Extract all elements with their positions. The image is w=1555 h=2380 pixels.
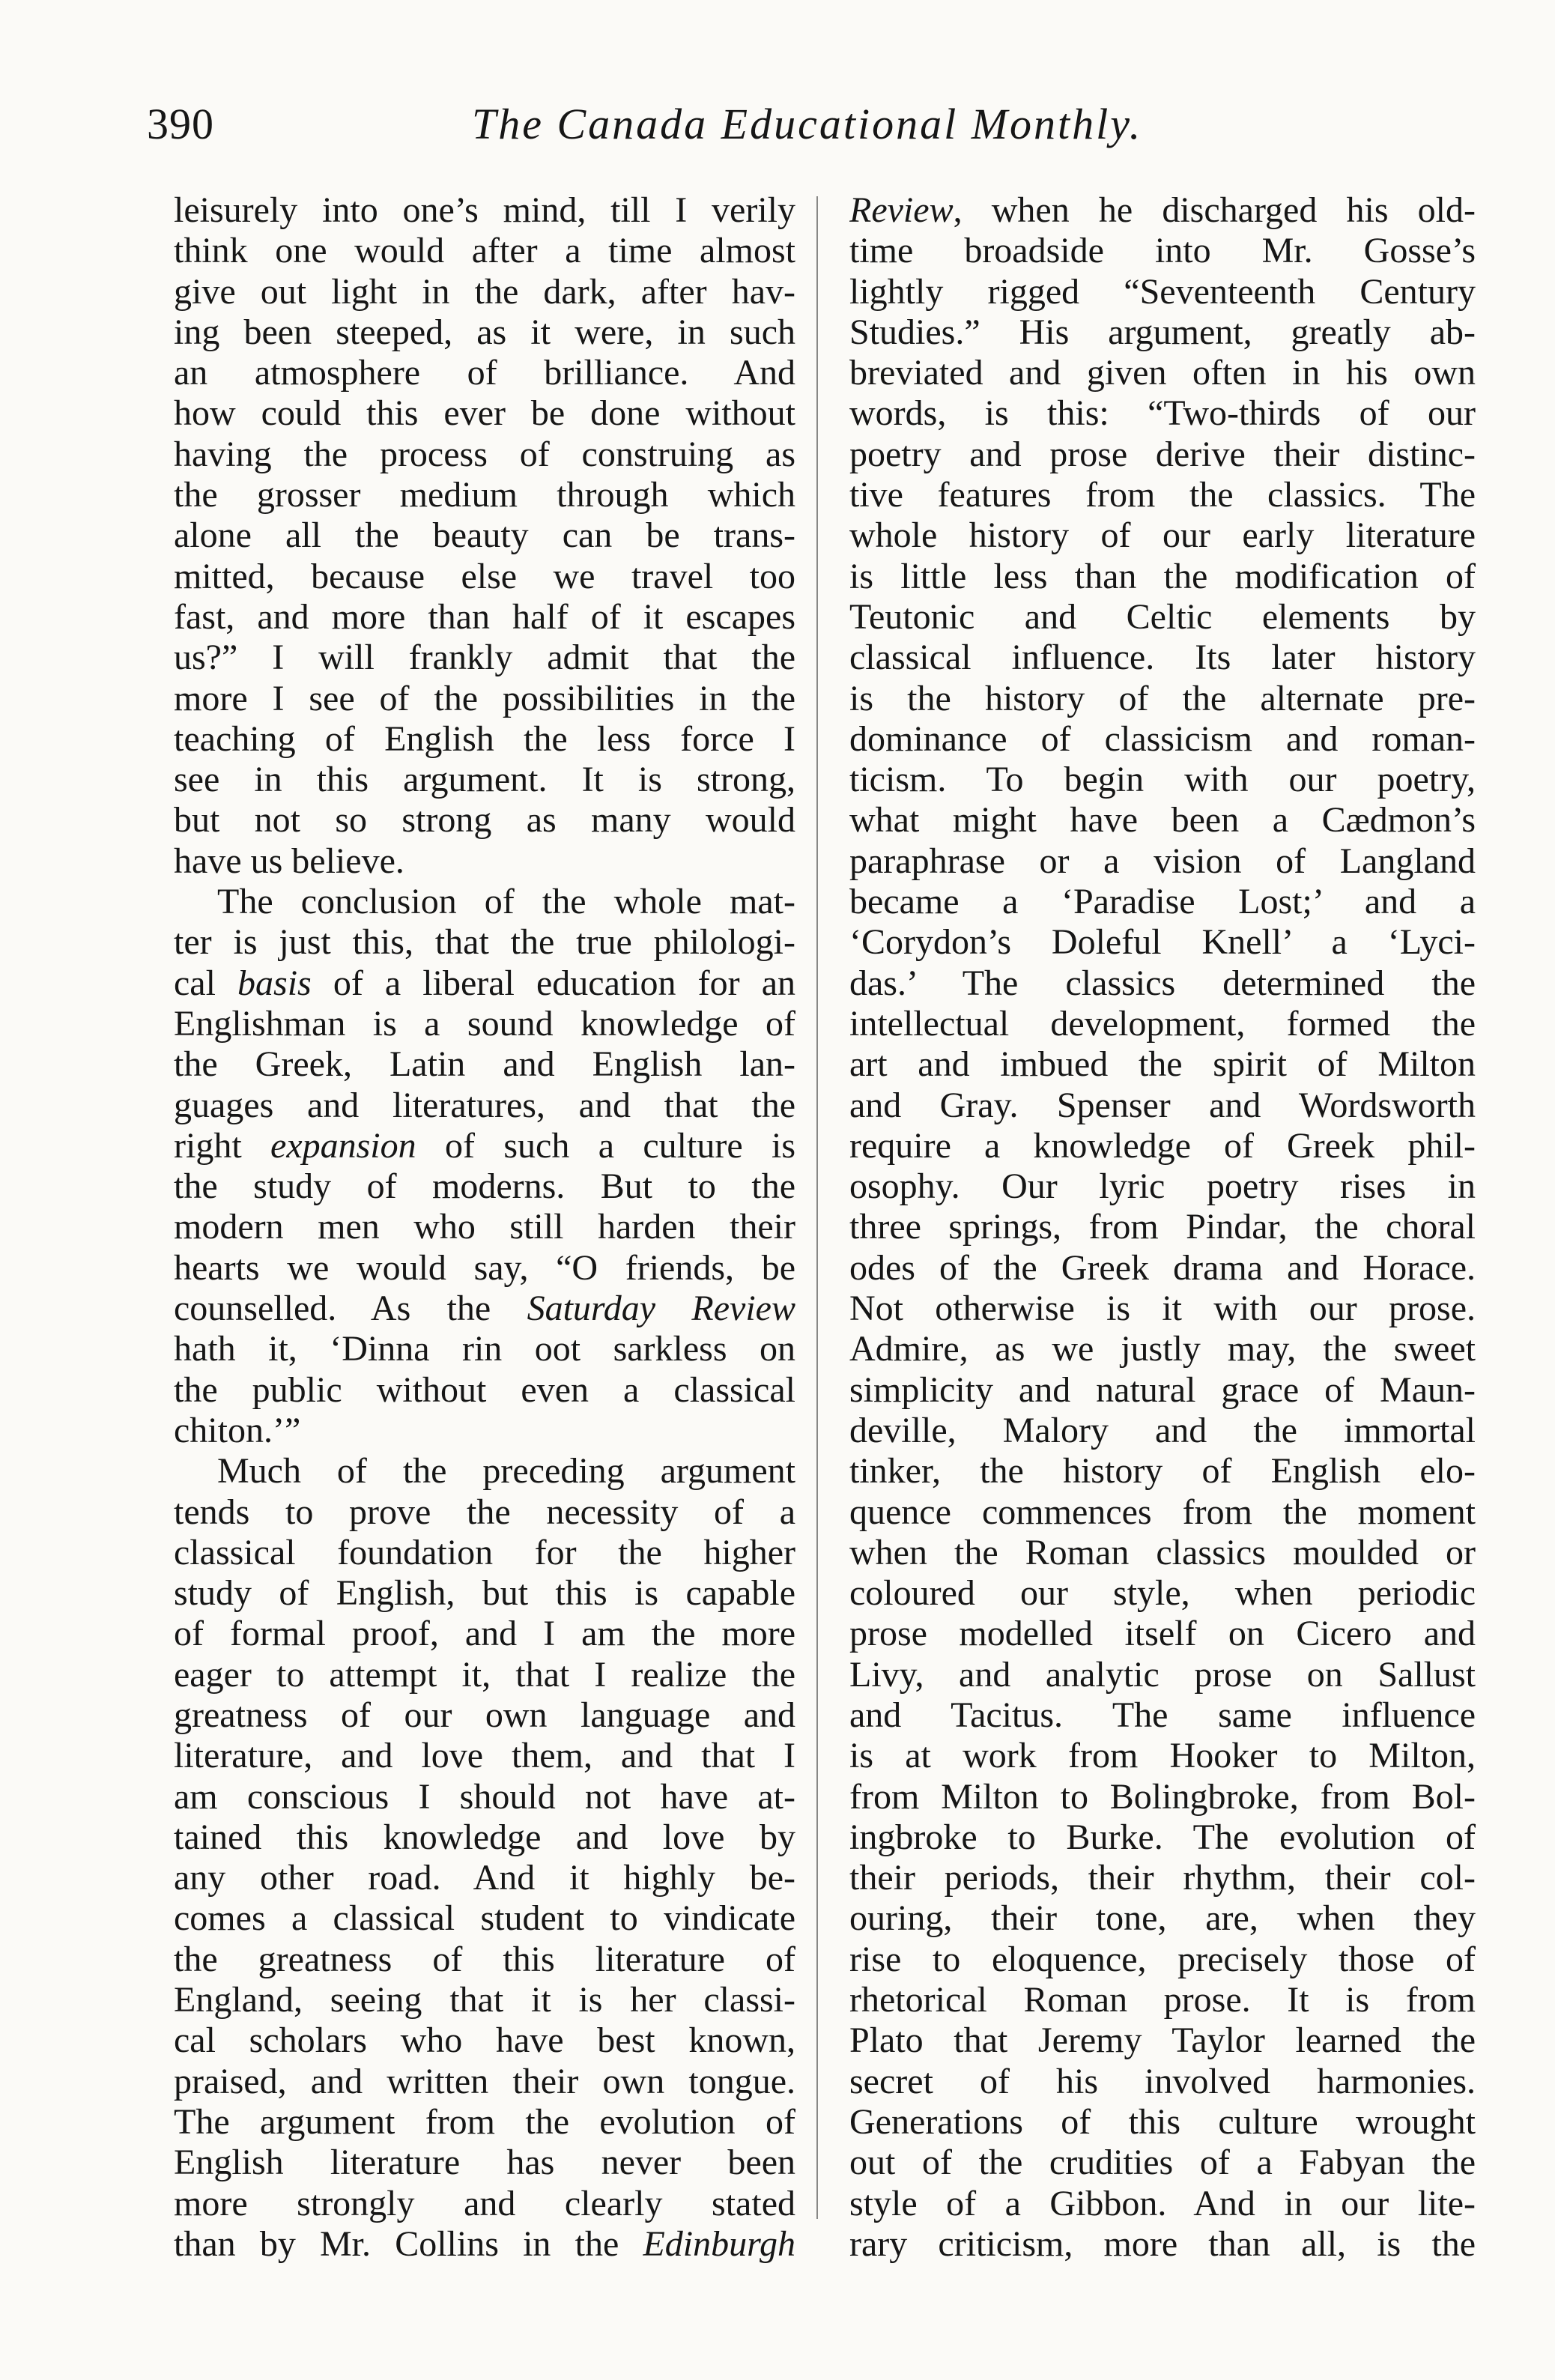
left-text-line: the greatness of this literature of [174,1939,795,1979]
right-text-line: rise to eloquence, precisely those of [849,1939,1476,1979]
right-text-line: is at work from Hooker to Milton, [849,1736,1476,1776]
right-text-line: prose modelled itself on Cicero and [849,1614,1476,1654]
right-text-line: whole history of our early literature [849,515,1476,556]
column-divider [816,196,818,2219]
left-text-line: more I see of the possibilities in the [174,678,795,718]
left-text-line: how could this ever be done without [174,393,795,434]
right-text-column [849,190,1476,2265]
left-text-line: classical foundation for the higher [174,1532,795,1572]
right-text-line: Not otherwise is it with our prose. [849,1289,1476,1329]
left-text-line: counselled. As the Saturday Review [174,1289,795,1329]
left-text-line: ter is just this, that the true philologi- [174,922,795,963]
right-text-line: ticism. To begin with our poetry, [849,760,1476,800]
left-text-line: give out light in the dark, after hav- [174,271,795,312]
left-text-line: the Greek, Latin and English lan- [174,1044,795,1085]
right-text-line: out of the crudities of a Fabyan the [849,2143,1476,2183]
right-text-line: quence commences from the moment [849,1492,1476,1532]
left-text-line: think one would after a time almost [174,231,795,271]
left-text-line: praised, and written their own tongue. [174,2061,795,2101]
right-text-line: secret of his involved harmonies. [849,2061,1476,2101]
right-text-line: what might have been a Cædmon’s [849,800,1476,841]
left-text-line: the study of moderns. But to the [174,1166,795,1207]
right-text-line: time broadside into Mr. Gosse’s [849,231,1476,271]
left-text-line: The argument from the evolution of [174,2101,795,2142]
right-text-line: ouring, their tone, are, when they [849,1898,1476,1939]
right-text-line: rhetorical Roman prose. It is from [849,1980,1476,2020]
right-text-line: and Gray. Spenser and Wordsworth [849,1085,1476,1125]
right-text-line: intellectual development, formed the [849,1003,1476,1044]
left-text-line: greatness of our own language and [174,1695,795,1735]
right-text-line: lightly rigged “Seventeenth Century [849,271,1476,312]
left-text-line: see in this argument. It is strong, [174,760,795,800]
right-text-line: their periods, their rhythm, their col- [849,1858,1476,1898]
right-text-line: Livy, and analytic prose on Sallust [849,1654,1476,1695]
left-text-line: cal scholars who have best known, [174,2020,795,2061]
left-text-line: us?” I will frankly admit that the [174,638,795,678]
right-text-line: require a knowledge of Greek phil- [849,1125,1476,1166]
left-text-line: mitted, because else we travel too [174,556,795,596]
right-text-line: deville, Malory and the immortal [849,1410,1476,1450]
left-text-line: The conclusion of the whole mat- [217,882,795,922]
page-number: 390 [147,100,214,148]
left-text-line: the public without even a classical [174,1369,795,1410]
left-text-line: having the process of construing as [174,434,795,474]
right-text-line: ingbroke to Burke. The evolution of [849,1817,1476,1857]
right-text-line: Studies.” His argument, greatly ab- [849,312,1476,352]
right-text-line: tive features from the classics. The [849,475,1476,515]
left-text-line: but not so strong as many would [174,800,795,841]
left-text-line: any other road. And it highly be- [174,1858,795,1898]
left-text-line: hearts we would say, “O friends, be [174,1247,795,1288]
right-text-line: became a ‘Paradise Lost;’ and a [849,882,1476,922]
right-text-line: and Tacitus. The same influence [849,1695,1476,1735]
left-text-line: fast, and more than half of it escapes [174,596,795,637]
left-text-line: have us believe. [174,841,404,881]
right-text-line: art and imbued the spirit of Milton [849,1044,1476,1085]
right-text-line: odes of the Greek drama and Horace. [849,1247,1476,1288]
left-text-line: am conscious I should not have at- [174,1776,795,1817]
left-text-line: teaching of English the less force I [174,718,795,759]
right-text-line: when the Roman classics moulded or [849,1532,1476,1572]
left-text-line: than by Mr. Collins in the Edinburgh [174,2223,795,2264]
right-text-line: is little less than the modification of [849,556,1476,596]
left-text-line: tends to prove the necessity of a [174,1492,795,1532]
page-header [0,99,1555,159]
left-text-line: study of English, but this is capable [174,1573,795,1614]
right-text-line: classical influence. Its later history [849,638,1476,678]
right-text-line: osophy. Our lyric poetry rises in [849,1166,1476,1207]
left-text-line: an atmosphere of brilliance. And [174,353,795,393]
left-text-line: ing been steeped, as it were, in such [174,312,795,352]
right-text-line: coloured our style, when periodic [849,1573,1476,1614]
right-text-line: Review, when he discharged his old- [849,190,1476,230]
left-text-line: comes a classical student to vindicate [174,1898,795,1939]
right-text-line: paraphrase or a vision of Langland [849,841,1476,881]
left-text-line: leisurely into one’s mind, till I verily [174,190,795,230]
right-text-line: style of a Gibbon. And in our lite- [849,2183,1476,2223]
right-text-line: simplicity and natural grace of Maun- [849,1369,1476,1410]
right-text-line: das.’ The classics determined the [849,963,1476,1003]
left-text-line: the grosser medium through which [174,475,795,515]
left-text-line: tained this knowledge and love by [174,1817,795,1857]
left-text-line: England, seeing that it is her classi- [174,1980,795,2020]
left-text-line: Much of the preceding argument [217,1451,795,1492]
left-text-line: eager to attempt it, that I realize the [174,1654,795,1695]
left-text-line: literature, and love them, and that I [174,1736,795,1776]
left-text-line: of formal proof, and I am the more [174,1614,795,1654]
left-text-line: alone all the beauty can be trans- [174,515,795,556]
right-text-line: Admire, as we justly may, the sweet [849,1329,1476,1369]
right-text-line: breviated and given often in his own [849,353,1476,393]
right-text-line: Generations of this culture wrought [849,2101,1476,2142]
running-title: The Canada Educational Monthly. [472,100,1143,148]
left-text-line: guages and literatures, and that the [174,1085,795,1125]
right-text-line: poetry and prose derive their distinc- [849,434,1476,474]
left-text-line: more strongly and clearly stated [174,2183,795,2223]
left-text-line: English literature has never been [174,2143,795,2183]
left-text-line: Englishman is a sound knowledge of [174,1003,795,1044]
right-text-line: three springs, from Pindar, the choral [849,1207,1476,1247]
left-text-line: modern men who still harden their [174,1207,795,1247]
left-text-line: cal basis of a liberal education for an [174,963,795,1003]
right-text-line: tinker, the history of English elo- [849,1451,1476,1492]
right-text-line: is the history of the alternate pre- [849,678,1476,718]
right-text-line: Teutonic and Celtic elements by [849,596,1476,637]
left-text-line: chiton.’” [174,1410,301,1450]
right-text-line: from Milton to Bolingbroke, from Bol- [849,1776,1476,1817]
left-text-column [174,190,795,2265]
right-text-line: ‘Corydon’s Doleful Knell’ a ‘Lyci- [849,922,1476,963]
left-text-line: right expansion of such a culture is [174,1125,795,1166]
left-text-line: hath it, ‘Dinna rin oot sarkless on [174,1329,795,1369]
right-text-line: dominance of classicism and roman- [849,718,1476,759]
right-text-line: Plato that Jeremy Taylor learned the [849,2020,1476,2061]
right-text-line: words, is this: “Two-thirds of our [849,393,1476,434]
right-text-line: rary criticism, more than all, is the [849,2223,1476,2264]
